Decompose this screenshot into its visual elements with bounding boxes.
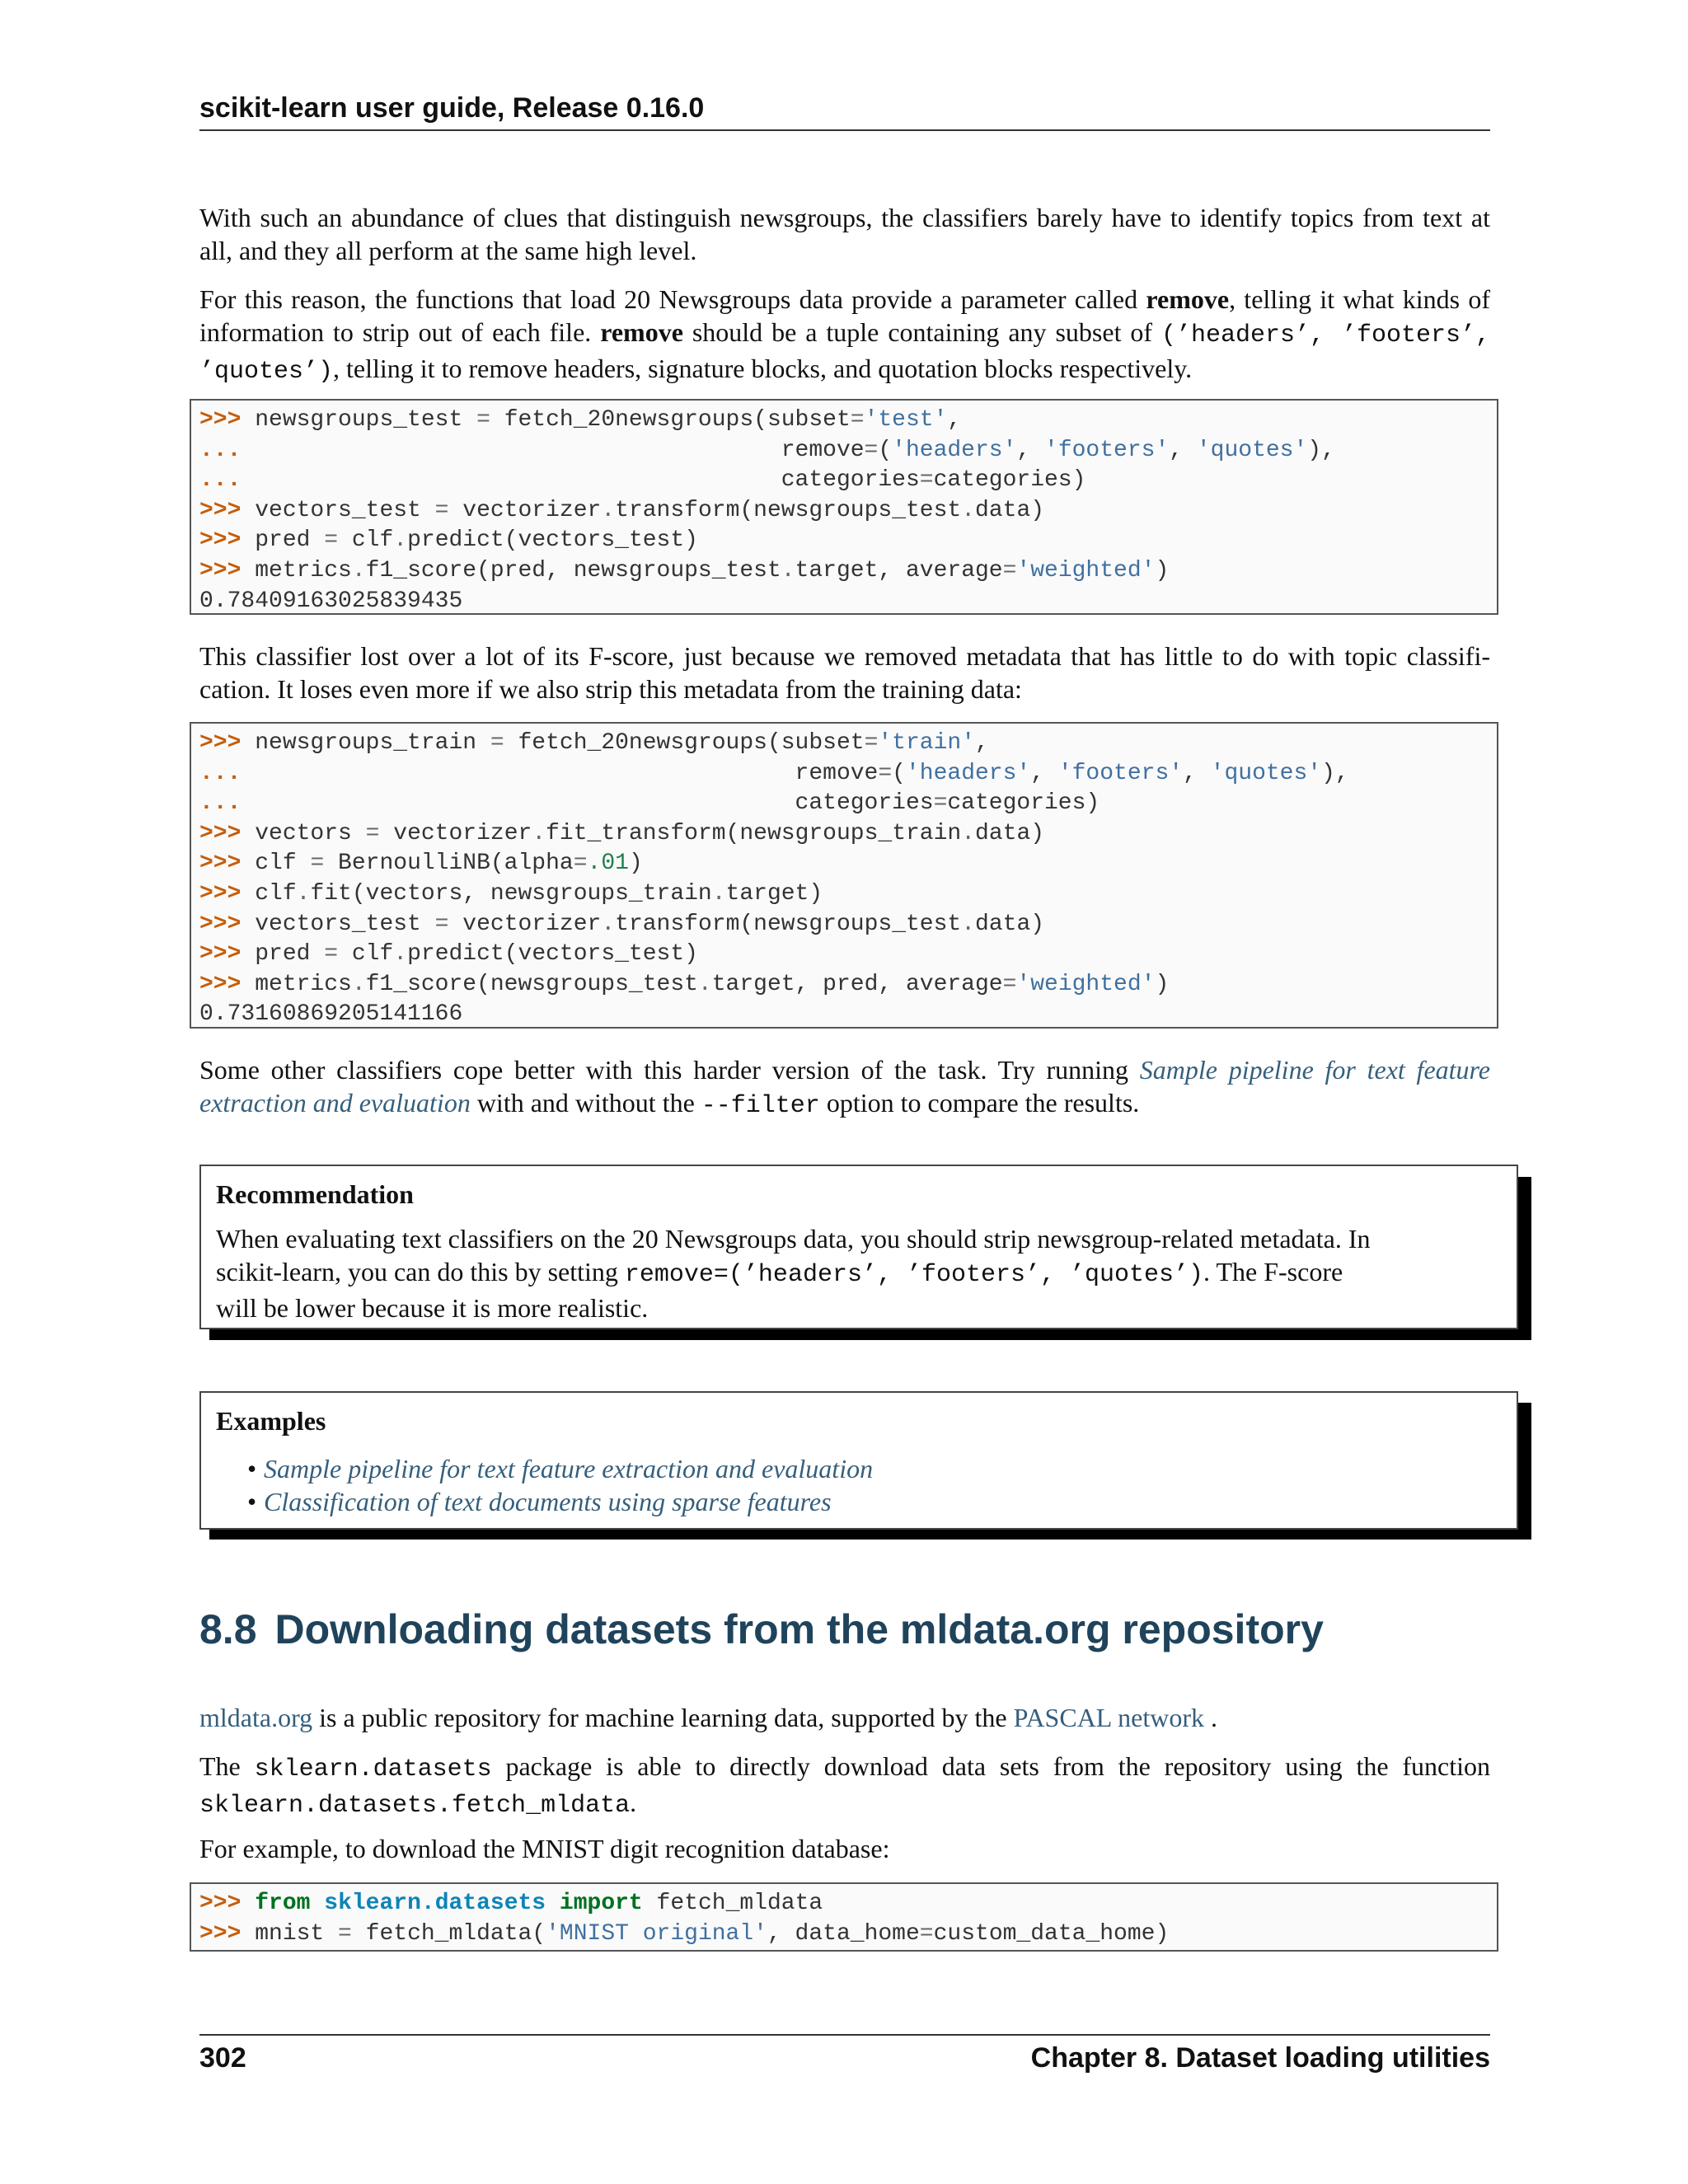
recommendation-title: Recommendation xyxy=(216,1179,414,1209)
link-pascal[interactable]: PASCAL network xyxy=(1013,1703,1205,1732)
code-output: 0.78409163025839435 xyxy=(199,588,463,614)
examples-title: Examples xyxy=(216,1406,326,1436)
chapter-title: Chapter 8. Dataset loading utilities xyxy=(1030,2042,1490,2074)
recommendation-box: Recommendation When evaluating text classifiers on the 20 Newsgroups data, you should strip newsgroup-related metadata. In scikit-learn, you can do this by setting remove=(’headers’, ’footers’, ’quotes’). The F-score will be lower because it is more realistic. xyxy=(199,1165,1518,1329)
page-number: 302 xyxy=(199,2042,246,2074)
code-block-train: >>> newsgroups_train = fetch_20newsgroups(subset='train', ... remove=('headers', 'footers', 'quotes'), ... categories=categories) >>> vectors = vectorizer.fit_transform(newsgroups_train.data) >>> clf = BernoulliNB(alpha=.01) >>> clf.fit(vectors, newsgroups_train.target) >>> vectors_test = vectorizer.transform(newsgroups_test.data) >>> pred = clf.predict(vectors_test) >>> metrics.f1_score(newsgroups_test.target, pred, average='weighted') 0.73160869205141166 xyxy=(190,722,1498,1029)
paragraph-remove-param: For this reason, the functions that load 20 Newsgroups data provide a parameter called remove, telling it what kinds of information to strip out of each file. remove should be a tuple containing any subset of (’headers’, ’footers’, ’quotes’), telling it to remove headers, signature blocks, and quotation blocks respectively. xyxy=(199,284,1491,386)
footer-rule xyxy=(199,2034,1490,2036)
code-block-test: >>> newsgroups_test = fetch_20newsgroups(subset='test', ... remove=('headers', 'footers', 'quotes'), ... categories=categories) >>> vectors_test = vectorizer.transform(newsgroups_test.data) >>> pred = clf.predict(vectors_test) >>> metrics.f1_score(pred, newsgroups_test.target, average='weighted') 0.78409163025839435 xyxy=(190,399,1498,615)
examples-box: Examples • Sample pipeline for text feature extraction and evaluation • Classification of text documents using sparse features xyxy=(199,1391,1518,1530)
example-link[interactable]: Classification of text documents using sparse features xyxy=(264,1487,832,1516)
code-block-mnist: >>> from sklearn.datasets import fetch_mldata >>> mnist = fetch_mldata('MNIST original', data_home=custom_data_home) xyxy=(190,1882,1498,1952)
paragraph-clues: With such an abundance of clues that distinguish newsgroups, the classifiers barely have to identify topics from text at all, and they all perform at the same high level. xyxy=(199,203,1490,265)
paragraph-fscore-loss: This classifier lost over a lot of its F-score, just because we removed metadata that has little to do with topic classifi- cation. It loses even more if we also strip this metadata from the training data: xyxy=(199,641,1490,704)
header-rule xyxy=(199,129,1490,131)
running-header: scikit-learn user guide, Release 0.16.0 xyxy=(199,92,705,124)
paragraph-mldata: mldata.org is a public repository for machine learning data, supported by the PASCAL network . xyxy=(199,1703,1218,1732)
paragraph-mnist: For example, to download the MNIST digit recognition database: xyxy=(199,1834,890,1863)
code-output: 0.73160869205141166 xyxy=(199,1001,463,1028)
example-link[interactable]: Sample pipeline for text feature extraction and evaluation xyxy=(264,1454,874,1483)
paragraph-other-classifiers: Some other classifiers cope better with this harder version of the task. Try running Sample pipeline for text feature extraction and evaluation with and without the --filter option to compare the results. xyxy=(199,1055,1490,1120)
paragraph-fetch-mldata: The sklearn.datasets package is able to directly download data sets from the repository using the function sklearn.datasets.fetch_mldata. xyxy=(199,1751,1491,1820)
section-heading: 8.8 Downloading datasets from the mldata.org repository xyxy=(199,1606,1324,1652)
link-sample-pipeline[interactable]: Sample pipeline for text feature extraction and evaluation xyxy=(199,1055,1490,1118)
link-mldata[interactable]: mldata.org xyxy=(199,1703,313,1732)
